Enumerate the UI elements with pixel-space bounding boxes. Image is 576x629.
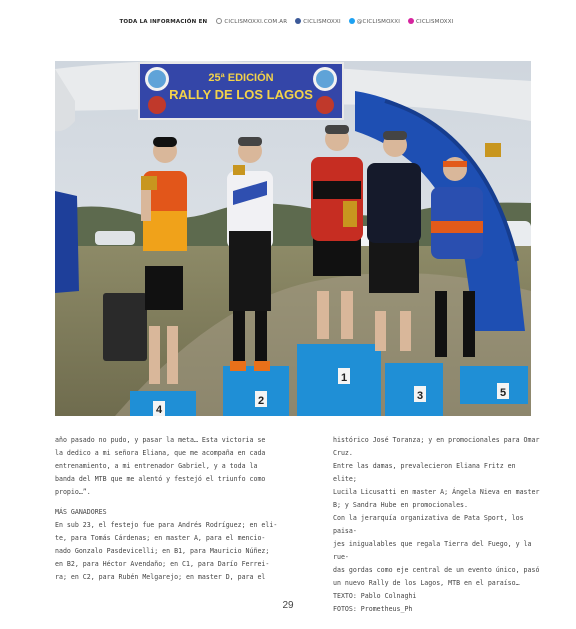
banner-line-2: RALLY DE LOS LAGOS [169,87,313,102]
text-line: propio…”. [55,488,91,496]
podium-number-1: 1 [340,372,348,384]
text-line: la dedico a mi señora Eliana, que me acompaña en cada [55,449,266,457]
text-line: Entre las damas, prevalecieron Eliana Fritz en elite; [333,462,516,483]
twitter-icon [349,18,355,24]
podium-number-2: 2 [257,395,265,407]
twitter-link[interactable]: @CICLISMOXXI [349,19,400,25]
instagram-link[interactable]: CICLISMOXXI [408,19,454,25]
text-line: en B2, para Héctor Avendaño; en C1, para Darío Ferrei- [55,560,270,568]
text-line: Lucila Licusatti en master A; Ángela Nieva en master [333,488,540,496]
text-line: un nuevo Rally de los Lagos, MTB en el paraíso… [333,579,520,587]
text-line: Cruz. [333,449,353,457]
facebook-link[interactable]: CICLISMOXXI [295,19,341,25]
text-line: año pasado no pudo, y pasar la meta… Esta victoria se [55,436,266,444]
podium-photo [55,61,531,416]
banner-line-1: 25ª EDICIÓN [208,72,274,84]
text-line: das gordas como eje central de un evento único, pasó [333,566,540,574]
text-line: te, para Tomás Cárdenas; en master A, para el mencio- [55,534,266,542]
text-line: jes inigualables que regala Tierra del Fuego, y la rue- [333,540,532,561]
right-column [333,434,543,616]
instagram-icon [408,18,414,24]
photo-credit: FOTOS: Prometheus_Ph [333,605,413,613]
podium-number-3: 3 [416,390,424,402]
page-number: 29 [282,600,294,611]
text-line: histórico José Toranza; y en promocionales para Omar [333,436,540,444]
text-line: B; y Sandra Hube en promocionales. [333,501,468,509]
text-line: Con la jerarquía organizativa de Pata Sport, los paisa- [333,514,524,535]
section-heading: MÁS GANADORES [55,508,107,516]
left-column [55,434,285,584]
globe-icon [216,18,222,24]
podium-number-4: 4 [155,404,163,416]
header-lead: TODA LA INFORMACIÓN EN [119,18,208,25]
podium-number-5: 5 [499,387,507,399]
text-line: ra; en C2, para Rubén Melgarejo; en master D, para el [55,573,266,581]
text-line: En sub 23, el festejo fue para Andrés Rodríguez; en eli- [55,521,278,529]
facebook-icon [295,18,301,24]
author-credit: TEXTO: Pablo Colnaghi [333,592,417,600]
text-line: entrenamiento, a mi entrenador Gabriel, y a toda la [55,462,258,470]
header-info-bar [0,18,576,25]
text-line: banda del MTB que me alentó y festejó el triunfo como [55,475,266,483]
website-link[interactable]: CICLISMOXXI.COM.AR [216,19,287,25]
text-line: nado Gonzalo Pasdevicelli; en B1, para Mauricio Núñez; [55,547,270,555]
